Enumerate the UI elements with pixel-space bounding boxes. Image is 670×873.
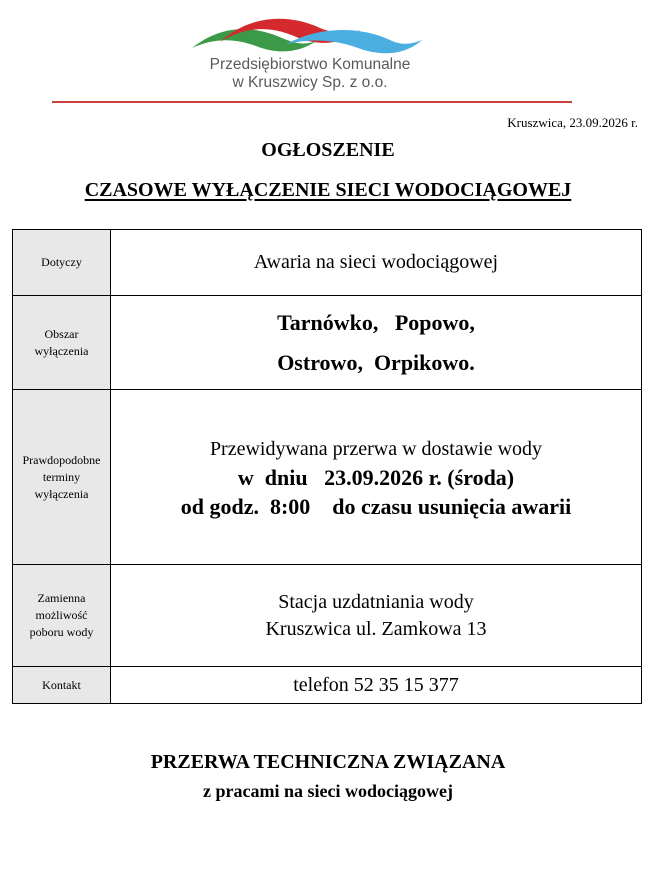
station-address: Kruszwica ul. Zamkowa 13: [265, 617, 487, 640]
schedule-time: od godz. 8:00 do czasu usunięcia awarii: [180, 494, 572, 519]
row-value: [111, 565, 642, 667]
row-value: Awaria na sieci wodociągowej: [111, 230, 642, 296]
row-label: [13, 296, 111, 390]
row-label: [13, 390, 111, 565]
schedule-date: w dniu 23.09.2026 r. (środa): [237, 465, 515, 490]
table-row: [13, 390, 642, 565]
area-line: Ostrowo, Orpikowo.: [277, 349, 475, 375]
document-title: OGŁOSZENIE: [261, 139, 395, 161]
schedule-line: Przewidywana przerwa w dostawie wody: [209, 438, 543, 460]
waves-logo-icon: [190, 14, 430, 58]
logo-company-name: Przedsiębiorstwo Komunalne: [209, 56, 411, 73]
company-logo: [190, 14, 430, 98]
info-table: [12, 229, 642, 704]
row-label: Dotyczy: [13, 230, 111, 296]
label-line: poboru wody: [29, 625, 94, 639]
row-label: [13, 565, 111, 667]
label-line: Obszar: [44, 326, 79, 341]
label-line: terminy: [42, 469, 81, 484]
station-line: Stacja uzdatniania wody: [278, 590, 474, 613]
row-value: [111, 296, 642, 390]
row-value: [111, 390, 642, 565]
document-date: Kruszwica, 23.09.2026 r.: [507, 115, 638, 130]
table-row: [13, 565, 642, 667]
contact-phone: telefon 52 35 15 377: [111, 667, 642, 704]
footer-subheading: z pracami na sieci wodociągowej: [203, 781, 453, 801]
footer-heading: PRZERWA TECHNICZNA ZWIĄZANA: [150, 751, 506, 773]
label-line: wyłączenia: [34, 486, 89, 501]
logo-company-location: w Kruszwicy Sp. z o.o.: [232, 74, 388, 91]
row-label: Kontakt: [13, 667, 111, 704]
header-rule: [52, 101, 572, 103]
label-line: Prawdopodobne: [22, 452, 101, 467]
table-row: [13, 230, 642, 296]
label-line: możliwość: [35, 608, 88, 622]
table-row: [13, 667, 642, 704]
label-line: wyłączenia: [34, 343, 89, 358]
area-line: Tarnówko, Popowo,: [277, 309, 475, 335]
table-row: [13, 296, 642, 390]
label-line: Zamienna: [37, 591, 86, 605]
document-subtitle: CZASOWE WYŁĄCZENIE SIECI WODOCIĄGOWEJ: [84, 179, 572, 201]
